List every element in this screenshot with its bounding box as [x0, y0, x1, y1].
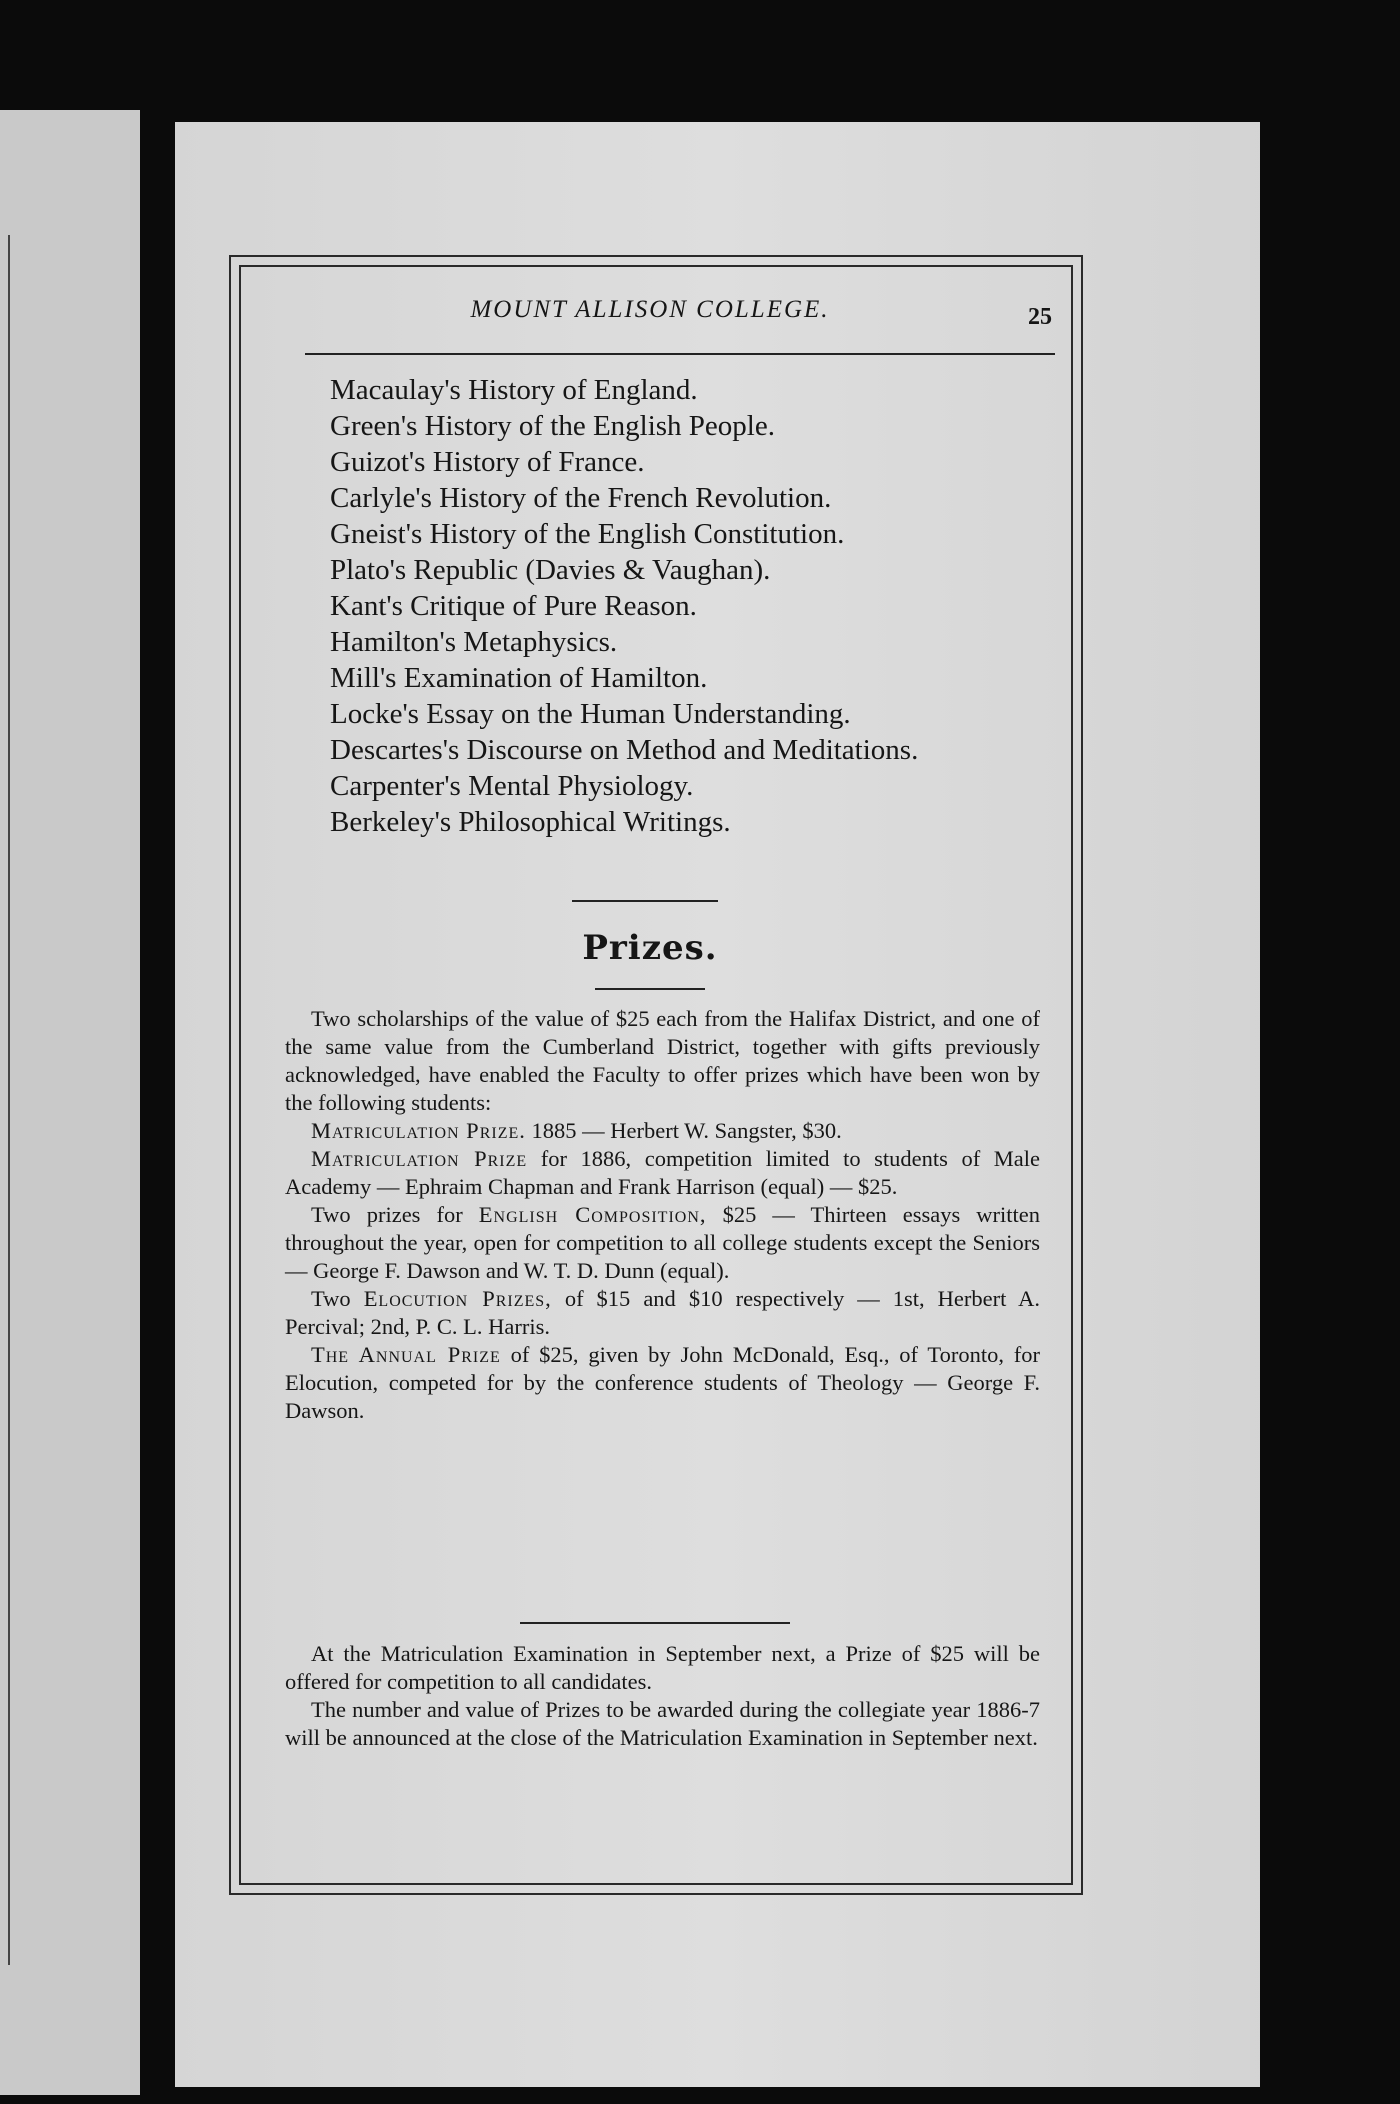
- reading-list-item: Gneist's History of the English Constitution.: [330, 518, 845, 550]
- reading-list-item: Locke's Essay on the Human Understanding.: [330, 698, 851, 730]
- reading-list-item: Kant's Critique of Pure Reason.: [330, 590, 697, 622]
- prize-text: for 1886, competition limited to students of Male Academy — Ephraim Chapman and Frank Harrison (equal) — $25.: [285, 1146, 1040, 1199]
- section-heading-prizes: Prizes.: [582, 928, 718, 968]
- running-head: MOUNT ALLISON COLLEGE.: [470, 296, 830, 323]
- prize-text: of $15 and $10 respectively — 1st, Herbert A. Percival; 2nd, P. C. L. Harris.: [285, 1286, 1041, 1339]
- prize-label: Matriculation Prize: [311, 1146, 528, 1171]
- prize-label: Elocution Prizes,: [363, 1286, 552, 1311]
- adjacent-page-edge: [0, 110, 140, 2095]
- prize-entry-elocution: [285, 1285, 1040, 1341]
- prize-text: $25 — Thirteen essays written throughout the year, open for competition to all college students except the Seniors — George F. Dawson and W. T. D. Dunn (equal).: [285, 1202, 1041, 1283]
- reading-list-item: Guizot's History of France.: [330, 446, 645, 478]
- prize-entry-matriculation-1885: [285, 1117, 1040, 1145]
- notice-matriculation-prize: At the Matriculation Examination in September next, a Prize of $25 will be offered for competition to all candidates.: [285, 1641, 1040, 1694]
- page-number: 25: [1028, 304, 1052, 330]
- prize-prefix: Two prizes for: [311, 1202, 463, 1227]
- prizes-intro: Two scholarships of the value of $25 each from the Halifax District, and one of the same value from the Cumberland District, together with gifts previously acknowledged, have enabled the Faculty to offer prizes which have been won by the following students:: [285, 1006, 1040, 1115]
- section-divider-bottom: [520, 1622, 790, 1624]
- prize-entry-english-composition: [285, 1201, 1040, 1285]
- reading-list-item: Descartes's Discourse on Method and Meditations.: [330, 734, 919, 766]
- reading-list-item: Carlyle's History of the French Revolution.: [330, 482, 832, 514]
- prize-label: Matriculation Prize.: [311, 1118, 526, 1143]
- reading-list-item: Green's History of the English People.: [330, 410, 775, 442]
- prize-entry-annual: [285, 1341, 1040, 1425]
- notice-prizes-announcement: The number and value of Prizes to be awarded during the collegiate year 1886-7 will be announced at the close of the Matriculation Examination in September next.: [285, 1697, 1040, 1750]
- prize-entry-matriculation-1886: [285, 1145, 1040, 1201]
- heading-underline: [595, 988, 705, 990]
- prize-text: 1885 — Herbert W. Sangster, $30.: [531, 1118, 842, 1143]
- prize-prefix: Two: [311, 1286, 351, 1311]
- reading-list-item: Macaulay's History of England.: [330, 374, 698, 406]
- reading-list-item: Plato's Republic (Davies & Vaughan).: [330, 554, 771, 586]
- reading-list-item: Carpenter's Mental Physiology.: [330, 770, 694, 802]
- prize-text: of $25, given by John McDonald, Esq., of Toronto, for Elocution, competed for by the conference students of Theology — George F. Dawson.: [285, 1342, 1040, 1423]
- reading-list-item: Hamilton's Metaphysics.: [330, 626, 618, 658]
- section-divider: [572, 900, 718, 902]
- reading-list-item: Mill's Examination of Hamilton.: [330, 662, 708, 694]
- adjacent-page-border: [0, 235, 10, 1965]
- prizes-body: [285, 1005, 1040, 1425]
- reading-list-item: Berkeley's Philosophical Writings.: [330, 806, 731, 838]
- prize-label: English Composition,: [478, 1202, 707, 1227]
- prize-label: The Annual Prize: [311, 1342, 501, 1367]
- reading-list: [330, 372, 1010, 840]
- notices-body: [285, 1640, 1040, 1752]
- header-rule: [305, 353, 1055, 355]
